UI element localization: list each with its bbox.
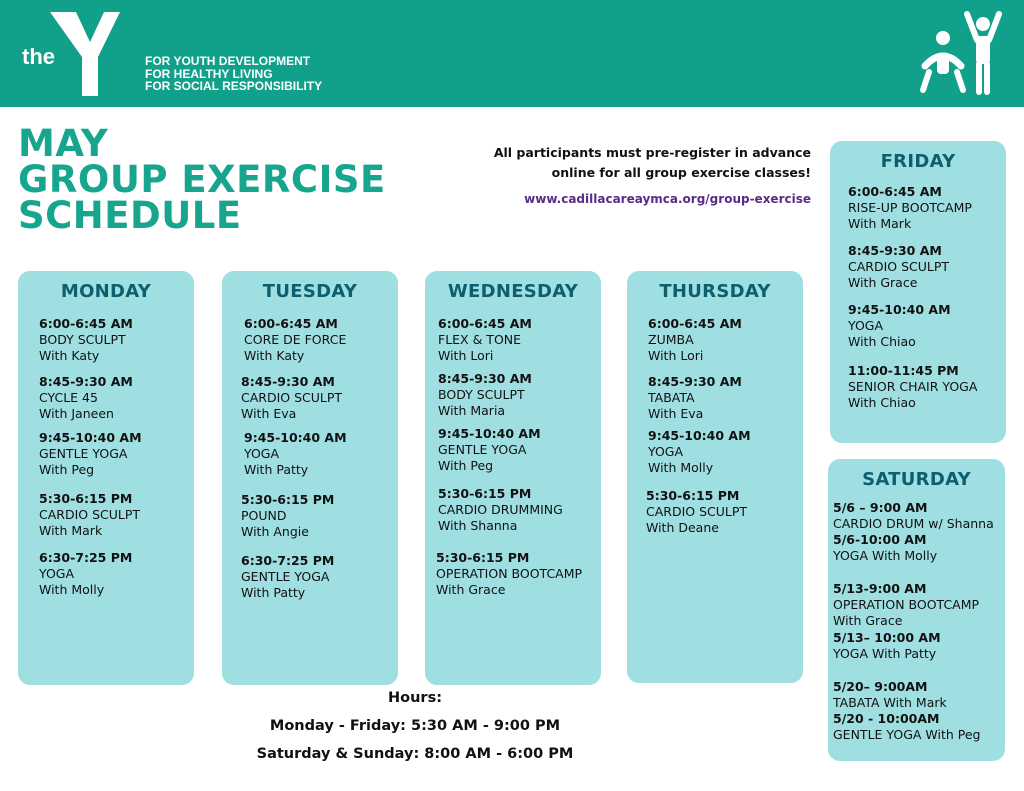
registration-notice — [494, 143, 811, 209]
ymca-logo-icon — [50, 12, 130, 96]
class-name: RISE-UP BOOTCAMP — [848, 200, 972, 215]
class-instructor: With Eva — [648, 406, 704, 421]
notice-line: All participants must pre-register in advance — [493, 145, 811, 160]
facility-hours — [240, 690, 590, 762]
class-instructor: With Grace — [833, 613, 903, 628]
class-name: YOGA — [244, 446, 280, 461]
logo-the-text: the — [22, 44, 55, 69]
class-time: 6:30-7:25 PM — [39, 550, 133, 565]
class-entry — [241, 492, 334, 540]
class-time: 8:45-9:30 AM — [848, 243, 942, 258]
class-name: BODY SCULPT — [39, 332, 126, 347]
class-entry — [39, 491, 140, 539]
class-name: TABATA — [648, 390, 695, 405]
class-time: 8:45-9:30 AM — [241, 374, 335, 389]
class-time: 5/6-10:00 AM — [833, 532, 927, 547]
class-entry — [244, 430, 347, 478]
class-time: 5:30-6:15 PM — [436, 550, 530, 565]
hours-weekend: Saturday & Sunday: 8:00 AM - 6:00 PM — [256, 746, 574, 762]
class-entry — [848, 184, 972, 232]
class-instructor: With Chiao — [848, 334, 916, 349]
class-entry — [646, 488, 747, 536]
class-name: OPERATION BOOTCAMP — [436, 566, 583, 581]
class-time: 9:45-10:40 AM — [244, 430, 347, 445]
notice-line: online for all group exercise classes! — [551, 165, 811, 180]
class-time: 9:45-10:40 AM — [648, 428, 751, 443]
class-instructor: With Patty — [241, 585, 306, 600]
day-heading: THURSDAY — [659, 281, 771, 302]
class-name: CARDIO SCULPT — [848, 259, 950, 274]
header-band — [0, 0, 1024, 107]
page-title — [18, 122, 386, 237]
class-instructor: With Patty — [244, 462, 309, 477]
class-name: TABATA With Mark — [833, 695, 947, 710]
class-time: 5:30-6:15 PM — [39, 491, 133, 506]
class-instructor: With Molly — [648, 460, 714, 475]
class-time: 8:45-9:30 AM — [648, 374, 742, 389]
class-instructor: With Chiao — [848, 395, 916, 410]
class-entry — [848, 363, 977, 411]
class-name: CORE DE FORCE — [244, 332, 347, 347]
day-heading: MONDAY — [60, 281, 152, 302]
website-link[interactable]: www.cadillacareaymca.org/group-exercise — [524, 192, 811, 206]
class-time: 8:45-9:30 AM — [438, 371, 532, 386]
class-instructor: With Angie — [241, 524, 309, 539]
class-name: GENTLE YOGA — [438, 442, 527, 457]
saturday-entry — [833, 630, 941, 662]
class-entry — [648, 374, 742, 422]
class-instructor: With Mark — [39, 523, 103, 538]
class-entry — [241, 374, 342, 422]
class-instructor: With Grace — [848, 275, 918, 290]
class-name: YOGA — [39, 566, 75, 581]
class-entry — [39, 316, 133, 364]
saturday-entry — [833, 500, 994, 532]
class-time: 5:30-6:15 PM — [438, 486, 532, 501]
class-instructor: With Peg — [438, 458, 494, 473]
yoga-figures-icon — [915, 10, 1015, 96]
class-time: 5/20– 9:00AM — [833, 679, 928, 694]
day-heading: WEDNESDAY — [447, 281, 579, 302]
class-time: 5:30-6:15 PM — [646, 488, 740, 503]
class-name: CARDIO DRUM w/ Shanna — [833, 516, 994, 531]
class-instructor: With Maria — [438, 403, 506, 418]
saturday-entry — [833, 711, 980, 743]
class-entry — [436, 550, 582, 598]
class-entry — [648, 316, 742, 364]
day-panel-saturday — [828, 459, 1005, 761]
class-instructor: With Katy — [39, 348, 100, 363]
class-time: 8:45-9:30 AM — [39, 374, 133, 389]
class-instructor: With Deane — [646, 520, 719, 535]
day-heading: FRIDAY — [880, 151, 956, 172]
class-time: 9:45-10:40 AM — [438, 426, 541, 441]
class-time: 6:00-6:45 AM — [438, 316, 532, 331]
saturday-entry — [833, 532, 937, 564]
class-time: 6:00-6:45 AM — [648, 316, 742, 331]
class-entry — [39, 430, 142, 478]
class-name: ZUMBA — [648, 332, 694, 347]
class-time: 9:45-10:40 AM — [39, 430, 142, 445]
class-time: 6:30-7:25 PM — [241, 553, 335, 568]
day-heading: SATURDAY — [862, 469, 971, 490]
class-name: YOGA — [848, 318, 884, 333]
class-entry — [244, 316, 346, 364]
saturday-entry — [833, 679, 947, 711]
class-name: FLEX & TONE — [438, 332, 522, 347]
class-name: GENTLE YOGA — [39, 446, 128, 461]
class-name: YOGA — [648, 444, 684, 459]
class-name: CARDIO DRUMMING — [438, 502, 563, 517]
title-line: SCHEDULE — [18, 194, 242, 237]
day-heading: TUESDAY — [262, 281, 358, 302]
title-line: GROUP EXERCISE — [18, 158, 386, 201]
class-name: GENTLE YOGA With Peg — [833, 727, 981, 742]
class-entry — [241, 553, 334, 601]
class-name: CARDIO SCULPT — [241, 390, 343, 405]
class-name: CARDIO SCULPT — [39, 507, 141, 522]
class-entry — [848, 302, 951, 350]
saturday-entry — [833, 581, 979, 629]
class-entry — [438, 426, 541, 474]
class-instructor: With Katy — [244, 348, 305, 363]
class-instructor: With Lori — [438, 348, 494, 363]
hours-weekday: Monday - Friday: 5:30 AM - 9:00 PM — [269, 718, 561, 734]
day-panel-tuesday — [222, 271, 398, 685]
hours-title: Hours: — [388, 690, 442, 706]
class-time: 6:00-6:45 AM — [848, 184, 942, 199]
logo-ymca-text: YMCA — [103, 66, 117, 89]
class-instructor: With Eva — [241, 406, 297, 421]
tagline-line: FOR SOCIAL RESPONSIBILITY — [145, 79, 323, 93]
class-name: BODY SCULPT — [438, 387, 525, 402]
class-time: 6:00-6:45 AM — [39, 316, 133, 331]
class-instructor: With Mark — [848, 216, 912, 231]
day-panel-monday — [18, 271, 194, 685]
class-time: 9:45-10:40 AM — [848, 302, 951, 317]
tagline-line: FOR YOUTH DEVELOPMENT — [145, 54, 311, 68]
class-time: 5/13– 10:00 AM — [833, 630, 941, 645]
class-entry — [438, 486, 563, 534]
class-instructor: With Lori — [648, 348, 704, 363]
class-time: 6:00-6:45 AM — [244, 316, 338, 331]
class-entry — [848, 243, 949, 291]
class-time: 11:00-11:45 PM — [848, 363, 959, 378]
class-name: CARDIO SCULPT — [646, 504, 748, 519]
class-instructor: With Molly — [39, 582, 105, 597]
class-time: 5/20 - 10:00AM — [833, 711, 940, 726]
tagline-line: FOR HEALTHY LIVING — [145, 66, 273, 81]
class-name: POUND — [241, 508, 287, 523]
class-name: OPERATION BOOTCAMP — [833, 597, 980, 612]
class-time: 5:30-6:15 PM — [241, 492, 335, 507]
class-time: 5/13-9:00 AM — [833, 581, 927, 596]
class-instructor: With Grace — [436, 582, 506, 597]
class-entry — [438, 371, 532, 419]
class-instructor: With Peg — [39, 462, 95, 477]
class-instructor: With Janeen — [39, 406, 114, 421]
title-line: MAY — [18, 122, 109, 165]
class-name: YOGA With Patty — [833, 646, 937, 661]
class-entry — [39, 374, 133, 422]
day-panel-thursday — [627, 271, 803, 683]
day-panel-friday — [830, 141, 1006, 443]
class-entry — [438, 316, 532, 364]
day-panel-wednesday — [425, 271, 601, 685]
class-name: GENTLE YOGA — [241, 569, 330, 584]
class-name: CYCLE 45 — [39, 390, 98, 405]
class-name: SENIOR CHAIR YOGA — [848, 379, 978, 394]
class-name: YOGA With Molly — [833, 548, 938, 563]
class-entry — [39, 550, 132, 598]
class-instructor: With Shanna — [438, 518, 518, 533]
class-time: 5/6 – 9:00 AM — [833, 500, 928, 515]
tagline — [145, 55, 322, 93]
class-entry — [648, 428, 751, 476]
